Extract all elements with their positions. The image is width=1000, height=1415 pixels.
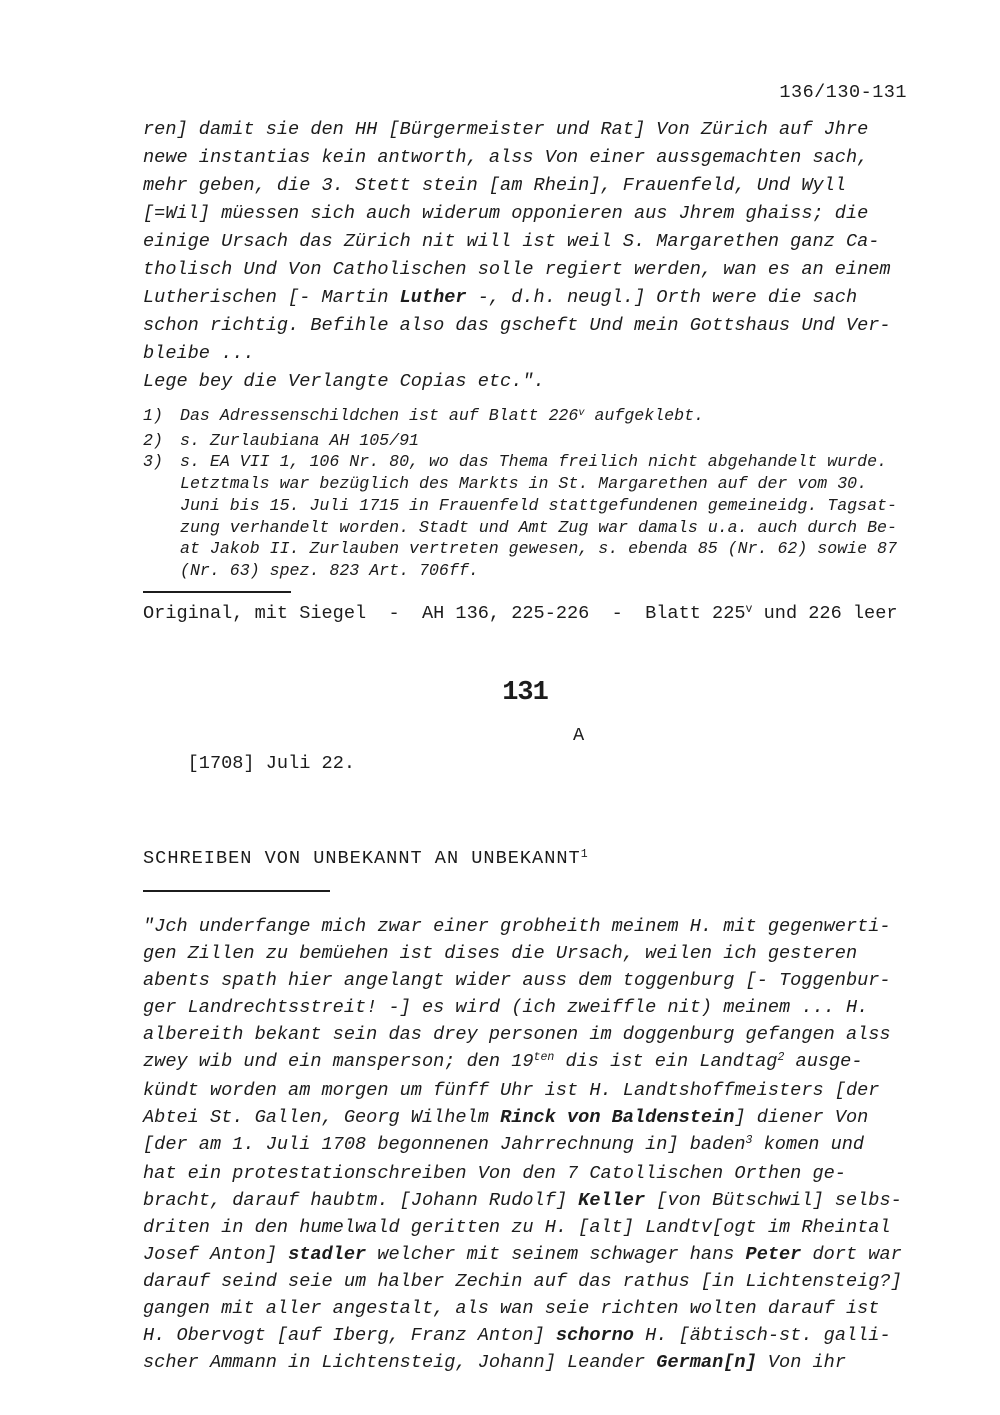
footnote-marker: 1)	[143, 406, 163, 425]
footnote-text: s. Zurlaubiana AH 105/91	[180, 430, 419, 450]
provenance-line: Original, mit Siegel - AH 136, 225-226 - Blatt 225$^v$ und 226 leer	[143, 602, 898, 624]
footnote-item-3	[143, 451, 907, 581]
title-separator-rule	[143, 890, 330, 892]
entry-title: SCHREIBEN VON UNBEKANNT AN UNBEKANNT$^1$	[143, 847, 588, 869]
footnote-text: Das Adressenschildchen ist auf Blatt 226$^v$ aufgeklebt.	[180, 406, 704, 425]
footnote-marker: 3)	[143, 452, 163, 472]
footnote-block	[143, 405, 907, 582]
page-reference: 136/130-131	[779, 82, 907, 103]
entry-131-body-text: "Jch underfange mich zwar einer grobheith meinem H. mit gegenwerti- gen Zillen zu bemüehen ist dises die Ursach, weilen ich gesteren abents spath hier angelangt wider auss dem toggenburg [- Toggenbur- ger Landrechtsstreit! -] es wird (ich zweiffle nit) meinem ... H. albereith bekant sein das drey personen im doggenburg gefangen alss zwey wib und ein mansperson; den $19^{ten}$ dis ist ein Landtag$^2$ ausge- kündt worden am morgen um fünff Uhr ist H. Landtshoffmeisters [der Abtei St. Gallen, Georg Wilhelm Rinck von Baldenstein] diener Von [der am 1. Juli 1708 begonnenen Jahrrechnung in] baden$^3$ komen und hat ein protestationschreiben Von den 7 Catollischen Orthen ge- bracht, darauf haubtm. [Johann Rudolf] Keller [von Bütschwil] selbs- driten in den humelwald geritten zu H. [alt] Landtv[ogt im Rheintal Josef Anton] stadler welcher mit seinem schwager hans Peter dort war darauf seind seie um halber Zechin auf das rathus [in Lichtensteig?] gangen mit aller angestalt, als wan seie richten wolten darauf ist H. Obervogt [auf Iberg, Franz Anton] schorno H. [äbtisch-st. galli- scher Ammann in Lichtensteig, Johann] Leander German[n] Von ihr	[143, 915, 902, 1373]
footnote-text: s. EA VII 1, 106 Nr. 80, wo das Thema freilich nicht abgehandelt wurde. Letztmals war bezüglich des Markts in St. Margarethen auf der vom 30. Juni bis 15. Juli 1715 in Frauenfeld stattgefundenen gemeineidg. Tagsat- zung verhandelt worden. Stadt und Amt Zug war damals u.a. auch durch Be- at Jakob II. Zurlauben vertreten gewesen, s. ebenda 85 (Nr. 62) sowie 87 (Nr. 63) spez. 823 Art. 706ff.	[180, 452, 897, 580]
footnote-item-2	[143, 430, 907, 452]
footnote-item-1	[143, 405, 907, 430]
entry-date-row	[143, 722, 907, 834]
footnote-marker: 2)	[143, 430, 163, 450]
entry-date: [1708] Juli 22.	[187, 752, 356, 774]
footnote-separator-rule	[143, 591, 291, 593]
entry-130-body-text: ren] damit sie den HH [Bürgermeister und Rat] Von Zürich auf Jhre newe instantias kein antworth, alss Von einer aussgemachten sach, mehr geben, die 3. Stett stein [am Rhein], Frauenfeld, Und Wyll [=Wil] müessen sich auch widerum opponieren aus Jhrem ghaiss; die einige Ursach das Zürich nit will ist weil S. Margarethen ganz Ca- tholisch Und Von Catholischen solle regiert werden, wan es an einem Lutherischen [- Martin Luther -, d.h. neugl.] Orth were die sach schon richtig. Befihle also das gscheft Und mein Gottshaus Und Ver- bleibe ... Lege bey die Verlangte Copias etc.".	[143, 119, 891, 392]
entry-siglum: A	[573, 724, 585, 746]
entry-number: 131	[502, 677, 548, 708]
